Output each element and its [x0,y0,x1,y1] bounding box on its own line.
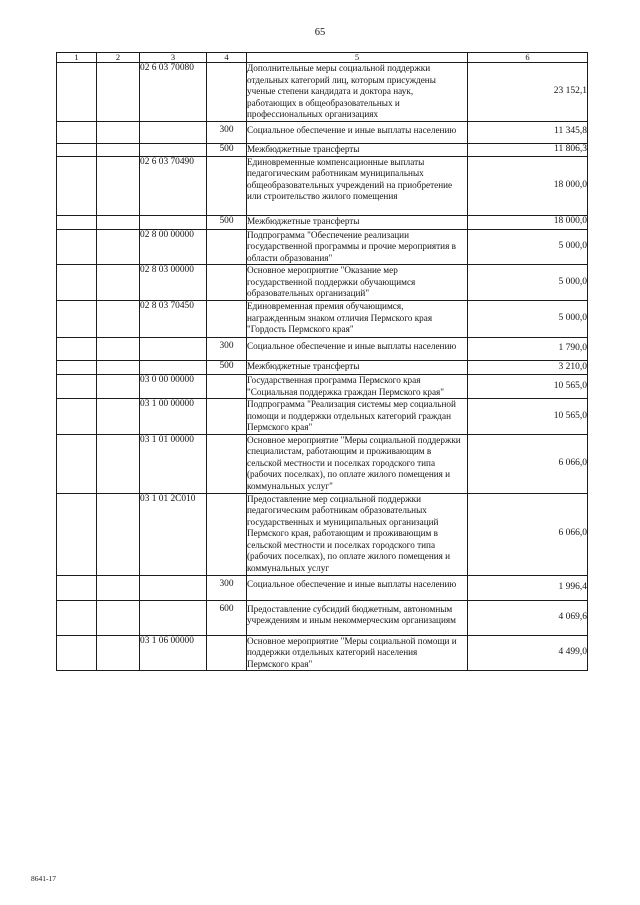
col1-cell [57,265,97,301]
col2-cell [97,63,140,122]
col1-cell [57,156,97,215]
target-code-cell: 02 8 00 00000 [140,229,207,265]
table-row [57,434,588,493]
expense-type-cell [207,156,247,215]
amount-cell: 5 000,0 [468,301,588,338]
col1-cell [57,375,97,399]
expense-type-cell [207,493,247,575]
col2-cell [97,399,140,435]
table-row [57,215,588,229]
table-row [57,143,588,156]
item-name-cell: Единовременные компенсационные выплаты педагогическим работникам муниципальных общеобразовательных учреждений на приобретение или строительство жилого помещения [247,156,468,215]
amount-cell: 11 345,8 [468,121,588,143]
item-name-cell: Подпрограмма "Обеспечение реализации государственной программы и прочие мероприятия в области образования" [247,229,468,265]
col2-cell [97,156,140,215]
item-name-cell: Межбюджетные трансферты [247,215,468,229]
target-code-cell: 02 6 03 70080 [140,63,207,122]
item-name-cell: Государственная программа Пермского края "Социальная поддержка граждан Пермского края" [247,375,468,399]
expense-type-cell [207,375,247,399]
col2-cell [97,338,140,361]
table-row [57,399,588,435]
item-name-cell: Подпрограмма "Реализация системы мер социальной помощи и поддержки отдельных категорий граждан Пермского края" [247,399,468,435]
col2-cell [97,265,140,301]
target-code-cell: 03 1 01 2С010 [140,493,207,575]
expense-type-cell [207,63,247,122]
col2-cell [97,635,140,671]
expense-type-cell [207,434,247,493]
target-code-cell [140,361,207,375]
expense-type-cell: 600 [207,600,247,635]
target-code-cell: 03 0 00 00000 [140,375,207,399]
col1-cell [57,493,97,575]
header-col-4: 4 [207,53,247,63]
target-code-cell [140,215,207,229]
header-col-3: 3 [140,53,207,63]
amount-cell: 11 806,3 [468,143,588,156]
header-col-1: 1 [57,53,97,63]
col2-cell [97,434,140,493]
item-name-cell: Дополнительные меры социальной поддержки отдельных категорий лиц, которым присуждены ученые степени кандидата и доктора наук, работающих в общеобразовательных и профессиональных организациях [247,63,468,122]
table-row [57,600,588,635]
col2-cell [97,600,140,635]
expense-type-cell: 500 [207,361,247,375]
amount-cell: 3 210,0 [468,361,588,375]
col1-cell [57,434,97,493]
item-name-cell: Социальное обеспечение и иные выплаты населению [247,338,468,361]
table-row [57,375,588,399]
table-header [57,53,588,63]
budget-table [56,52,588,671]
target-code-cell: 02 8 03 70450 [140,301,207,338]
header-row [57,53,588,63]
col2-cell [97,215,140,229]
expense-type-cell: 500 [207,215,247,229]
amount-cell: 18 000,0 [468,156,588,215]
target-code-cell: 02 6 03 70490 [140,156,207,215]
col2-cell [97,143,140,156]
item-name-cell: Межбюджетные трансферты [247,143,468,156]
table-row [57,229,588,265]
amount-cell: 23 152,1 [468,63,588,122]
table-row [57,493,588,575]
col2-cell [97,575,140,600]
amount-cell: 5 000,0 [468,265,588,301]
document-code: 8641-17 [31,874,56,883]
expense-type-cell [207,265,247,301]
col1-cell [57,338,97,361]
table-row [57,301,588,338]
expense-type-cell: 300 [207,121,247,143]
amount-cell: 6 066,0 [468,493,588,575]
target-code-cell [140,600,207,635]
amount-cell: 10 565,0 [468,375,588,399]
amount-cell: 18 000,0 [468,215,588,229]
item-name-cell: Предоставление субсидий бюджетным, автономным учреждениям и иным некоммерческим организациям [247,600,468,635]
target-code-cell: 03 1 01 00000 [140,434,207,493]
col2-cell [97,375,140,399]
col1-cell [57,399,97,435]
col2-cell [97,121,140,143]
table-body [57,63,588,671]
target-code-cell [140,121,207,143]
col2-cell [97,361,140,375]
col1-cell [57,63,97,122]
item-name-cell: Основное мероприятие "Меры социальной помощи и поддержки отдельных категорий населения Пермского края" [247,635,468,671]
col1-cell [57,600,97,635]
target-code-cell: 03 1 06 00000 [140,635,207,671]
amount-cell: 6 066,0 [468,434,588,493]
item-name-cell: Основное мероприятие "Оказание мер государственной поддержки обучающимся образовательных организаций" [247,265,468,301]
table-row [57,361,588,375]
expense-type-cell [207,229,247,265]
item-name-cell: Социальное обеспечение и иные выплаты населению [247,575,468,600]
table-row [57,635,588,671]
table-row [57,338,588,361]
item-name-cell: Межбюджетные трансферты [247,361,468,375]
col1-cell [57,635,97,671]
table-row [57,156,588,215]
target-code-cell [140,575,207,600]
item-name-cell: Основное мероприятие "Меры социальной поддержки специалистам, работающим и проживающим в сельской местности и поселках городского типа (рабочих поселках), по оплате жилого помещения и коммунальных услуг" [247,434,468,493]
amount-cell: 1 996,4 [468,575,588,600]
col1-cell [57,301,97,338]
amount-cell: 4 499,0 [468,635,588,671]
header-col-5: 5 [247,53,468,63]
expense-type-cell [207,635,247,671]
target-code-cell: 02 8 03 00000 [140,265,207,301]
amount-cell: 1 790,0 [468,338,588,361]
item-name-cell: Предоставление мер социальной поддержки педагогическим работникам образовательных государственных и муниципальных организаций Пермского края, работающим и проживающим в сельской местности и поселках городского типа (рабочих поселках), по оплате жилого помещения и коммунальных услуг [247,493,468,575]
expense-type-cell: 300 [207,575,247,600]
target-code-cell: 03 1 00 00000 [140,399,207,435]
expense-type-cell [207,301,247,338]
target-code-cell [140,143,207,156]
col1-cell [57,575,97,600]
col1-cell [57,143,97,156]
col1-cell [57,121,97,143]
item-name-cell: Единовременная премия обучающимся, награжденным знаком отличия Пермского края "Гордость Пермского края" [247,301,468,338]
table-row [57,265,588,301]
col2-cell [97,229,140,265]
page-number: 65 [314,27,326,38]
header-col-6: 6 [468,53,588,63]
header-col-2: 2 [97,53,140,63]
col2-cell [97,301,140,338]
expense-type-cell: 500 [207,143,247,156]
col1-cell [57,229,97,265]
col1-cell [57,215,97,229]
expense-type-cell: 300 [207,338,247,361]
expense-type-cell [207,399,247,435]
item-name-cell: Социальное обеспечение и иные выплаты населению [247,121,468,143]
target-code-cell [140,338,207,361]
table-row [57,575,588,600]
amount-cell: 10 565,0 [468,399,588,435]
col2-cell [97,493,140,575]
col1-cell [57,361,97,375]
table-row [57,121,588,143]
amount-cell: 5 000,0 [468,229,588,265]
amount-cell: 4 069,6 [468,600,588,635]
table-row [57,63,588,122]
